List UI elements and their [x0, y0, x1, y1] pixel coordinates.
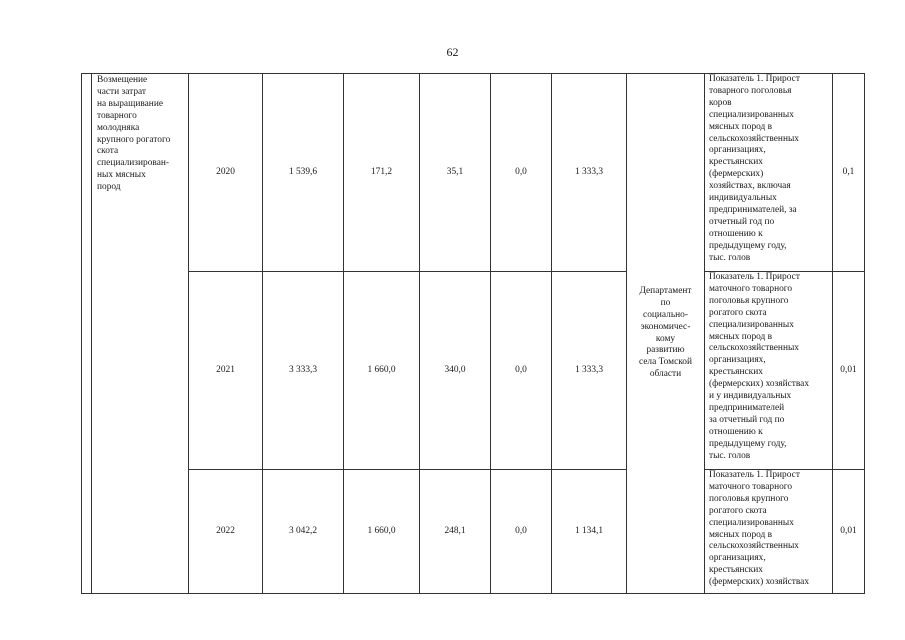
total-cell: 3 333,3 — [263, 272, 344, 470]
measure-name-line: специализирован- — [97, 158, 170, 169]
total-cell: 1 539,6 — [263, 74, 344, 272]
measure-name-cell — [92, 74, 189, 594]
value-cell: 1 134,1 — [552, 470, 627, 594]
table-row — [82, 470, 865, 594]
indicator-line: мясных пород в — [709, 331, 773, 342]
year-cell: 2020 — [189, 74, 263, 272]
total-cell: 3 042,2 — [263, 470, 344, 594]
indicator-line: Показатель 1. Прирост — [709, 470, 800, 480]
indicator-line: товарного поголовья — [709, 85, 792, 96]
measure-name-line: скота — [97, 146, 119, 157]
measure-name-line: пород — [97, 182, 121, 193]
indicator-line: поголовья крупного — [709, 295, 789, 306]
indicator-line: за отчетный год по — [709, 414, 785, 425]
indicator-cell — [705, 470, 833, 594]
indicator-line: сельскохозяйственных — [709, 133, 799, 144]
indicator-line: предпринимателей, за — [709, 204, 797, 215]
table-row — [82, 272, 865, 470]
value-cell: 0,0 — [491, 470, 552, 594]
indicator-line: коров — [709, 97, 732, 108]
indicator-line: тыс. голов — [709, 450, 751, 461]
indicator-line: (фермерских) хозяйствах — [709, 379, 810, 390]
indicator-line: отношению к — [709, 426, 763, 437]
row-number-cell — [82, 74, 92, 594]
indicator-line: организациях, — [709, 145, 766, 156]
indicator-line: рогатого скота — [709, 307, 767, 318]
indicator-line: Показатель 1. Прирост — [709, 272, 800, 282]
program-table — [81, 73, 865, 594]
measure-name-line: крупного рогатого — [97, 134, 171, 145]
department-line: села Томской — [638, 357, 693, 368]
indicator-line: специализированных — [709, 319, 794, 330]
indicator-value-cell: 0,01 — [833, 272, 865, 470]
department-line: области — [649, 369, 682, 380]
indicator-cell — [705, 74, 833, 272]
indicator-line: специализированных — [709, 517, 794, 528]
indicator-line: предыдущему году, — [709, 240, 787, 251]
value-cell: 0,0 — [491, 74, 552, 272]
indicator-line: рогатого скота — [709, 505, 767, 516]
indicator-line: маточного товарного — [709, 481, 793, 492]
indicator-line: и у индивидуальных — [709, 391, 792, 402]
value-cell: 1 333,3 — [552, 74, 627, 272]
indicator-line: крестьянских — [709, 157, 763, 168]
indicator-line: тыс. голов — [709, 252, 751, 263]
indicator-line: организациях, — [709, 553, 766, 564]
indicator-line: отчетный год по — [709, 216, 775, 227]
indicator-line: индивидуальных — [709, 193, 777, 204]
department-line: развитию — [646, 345, 685, 356]
value-cell: 1 333,3 — [552, 272, 627, 470]
indicator-value-cell: 0,01 — [833, 470, 865, 594]
indicator-line: хозяйствах, включая — [709, 181, 791, 192]
measure-name-line: молодняка — [97, 122, 140, 133]
indicator-line: предпринимателей — [709, 402, 785, 413]
value-cell: 0,0 — [491, 272, 552, 470]
indicator-line: сельскохозяйственных — [709, 541, 799, 552]
value-cell: 248,1 — [420, 470, 491, 594]
value-cell: 35,1 — [420, 74, 491, 272]
measure-name-line: ных мясных — [97, 170, 146, 181]
indicator-line: организациях, — [709, 355, 766, 366]
value-cell: 171,2 — [344, 74, 420, 272]
measure-name-line: части затрат — [97, 86, 147, 97]
indicator-line: (фермерских) — [709, 169, 764, 180]
indicator-value-cell: 0,1 — [833, 74, 865, 272]
department-line: экономичес- — [640, 321, 691, 332]
department-line: кому — [655, 333, 676, 344]
page-number: 62 — [446, 45, 459, 59]
indicator-line: крестьянских — [709, 367, 763, 378]
value-cell: 340,0 — [420, 272, 491, 470]
measure-name-line: на выращивание — [97, 98, 163, 109]
indicator-line: Показатель 1. Прирост — [709, 74, 800, 84]
table-row — [82, 74, 865, 272]
indicator-line: поголовья крупного — [709, 493, 789, 504]
department-cell — [627, 74, 705, 594]
indicator-line: (фермерских) хозяйствах — [709, 577, 810, 588]
year-cell: 2021 — [189, 272, 263, 470]
measure-name-line: Возмещение — [97, 75, 148, 85]
department-line: Департамент — [639, 285, 692, 296]
indicator-line: предыдущему году, — [709, 438, 787, 449]
indicator-line: специализированных — [709, 109, 794, 120]
value-cell: 1 660,0 — [344, 272, 420, 470]
indicator-line: сельскохозяйственных — [709, 343, 799, 354]
indicator-line: маточного товарного — [709, 283, 793, 294]
department-line: по — [660, 297, 671, 308]
indicator-cell — [705, 272, 833, 470]
year-cell: 2022 — [189, 470, 263, 594]
department-line: социально- — [643, 309, 688, 320]
indicator-line: мясных пород в — [709, 121, 773, 132]
indicator-line: мясных пород в — [709, 529, 773, 540]
indicator-line: крестьянских — [709, 565, 763, 576]
value-cell: 1 660,0 — [344, 470, 420, 594]
measure-name-line: товарного — [97, 110, 137, 121]
indicator-line: отношению к — [709, 228, 763, 239]
